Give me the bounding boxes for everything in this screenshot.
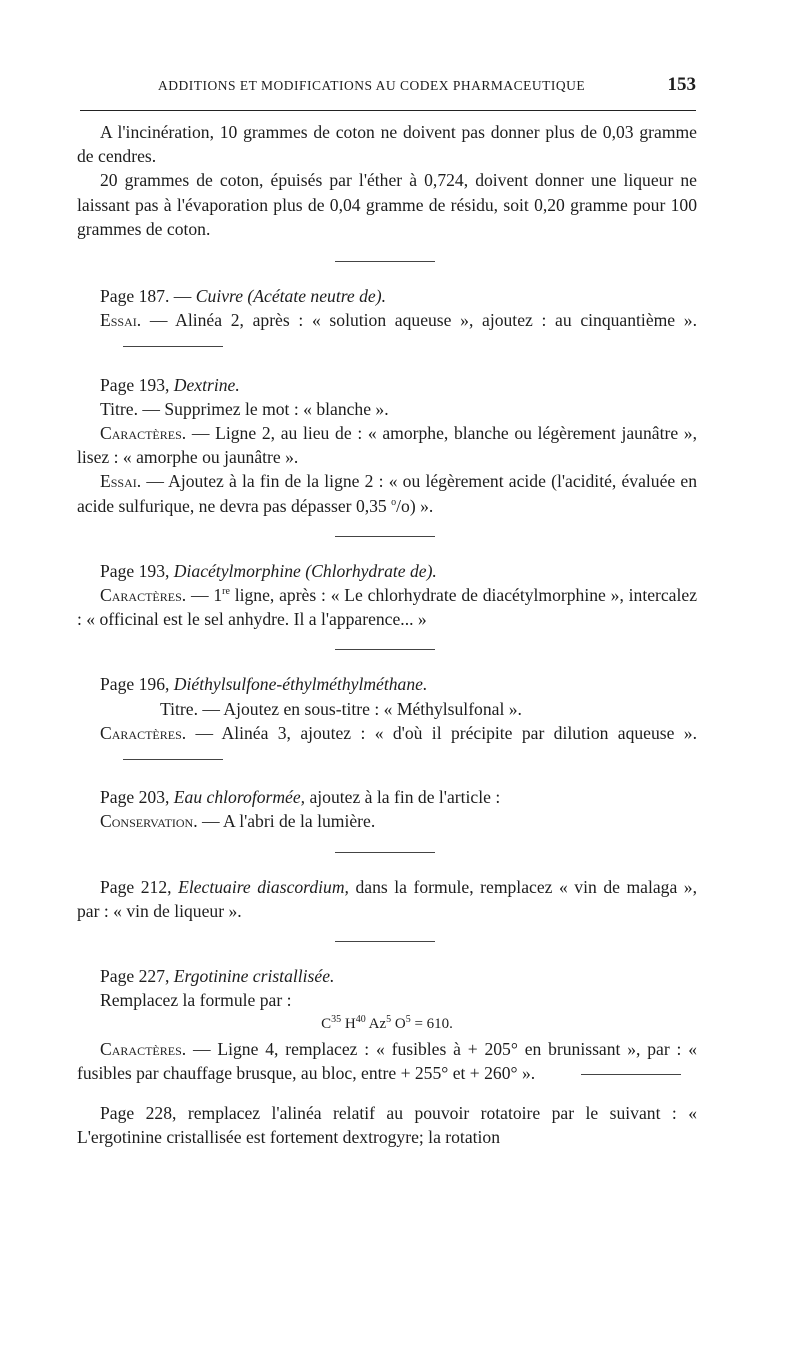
section-separator xyxy=(123,346,223,347)
entry-diethyl-heading xyxy=(77,672,697,696)
entry-name: Cuivre (Acétate neutre de). xyxy=(195,286,386,307)
page-number: 153 xyxy=(667,74,696,95)
page-ref: Page 193, xyxy=(100,374,174,395)
section-separator xyxy=(581,1074,681,1075)
label-conservation: Conservation. xyxy=(100,811,198,832)
label-caracteres: Caractères. xyxy=(100,585,187,606)
entry-diethyl-caracteres: Caractères. — Alinéa 3, ajoutez : « d'où il précipite par dilution aqueuse ». xyxy=(77,721,697,769)
section-separator xyxy=(335,941,435,942)
entry-diacetyl-heading xyxy=(77,559,697,583)
label-caracteres: Caractères. xyxy=(100,1038,187,1059)
page-body xyxy=(77,120,697,1150)
entry-dextrine-caracteres: Caractères. — Ligne 2, au lieu de : « amorphe, blanche ou légèrement jaunâtre », lisez : « amorphe ou jaunâtre ». xyxy=(77,423,697,468)
page-ref: Page 212, xyxy=(100,876,179,897)
entry-name: Diéthylsulfone-éthylméthylméthane. xyxy=(173,674,428,695)
label-caracteres: Caractères. xyxy=(100,722,187,743)
entry-page-228: Page 228, remplacez l'alinéa relatif au pouvoir rotatoire par le suivant : « L'ergotinine cristallisée est fortement dextrogyre; la rotation xyxy=(77,1103,697,1148)
section-separator xyxy=(335,261,435,262)
section-separator xyxy=(335,649,435,650)
header-rule xyxy=(80,110,696,111)
entry-dextrine-titre: Titre. — Supprimez le mot : « blanche ». xyxy=(100,398,389,419)
label-essai: Essai. xyxy=(100,471,142,492)
chemical-formula: $C^{35}$ $H^{40}$ Az$^5$ $O^5 = 610$. xyxy=(321,1014,453,1033)
entry-name: Eau chloroformée, xyxy=(173,787,306,808)
page-ref: Page 193, xyxy=(100,560,174,581)
entry-eau-conservation: Conservation. — A l'abri de la lumière. xyxy=(100,811,376,832)
page-ref: Page 227, xyxy=(100,966,174,987)
entry-ergotinine-heading xyxy=(77,964,697,988)
running-header xyxy=(80,74,696,102)
label-essai: Essai. xyxy=(100,310,142,331)
entry-ergotinine-remplacez: Remplacez la formule par : xyxy=(100,990,292,1011)
page-ref: Page 203, xyxy=(100,787,174,808)
entry-ergotinine-caracteres: Caractères. — Ligne 4, remplacez : « fusibles à + 205° en brunissant », par : « fusibles par chauffage brusque, au bloc, entre + 255° et + 260° ». xyxy=(77,1038,697,1083)
entry-name: Dextrine. xyxy=(173,374,240,395)
entry-cuivre-essai: Essai. — Alinéa 2, après : « solution aqueuse », ajoutez : au cinquantième ». xyxy=(77,308,697,356)
paragraph-ether: 20 grammes de coton, épuisés par l'éther à 0,724, doivent donner une liqueur ne laissant pas à l'évaporation plus de 0,04 gramme de résidu, soit 0,20 gramme pour 100 grammes de coton. xyxy=(77,170,697,239)
section-separator xyxy=(335,536,435,537)
page-ref: Page 196, xyxy=(100,674,174,695)
entry-name: Electuaire diascordium, xyxy=(178,876,349,897)
entry-cuivre-heading xyxy=(77,284,697,308)
entry-electuaire: Page 212, Electuaire diascordium, dans la formule, remplacez « vin de malaga », par : « vin de liqueur ». xyxy=(77,876,697,921)
entry-name: Diacétylmorphine (Chlorhydrate de). xyxy=(173,560,437,581)
running-title: ADDITIONS ET MODIFICATIONS AU CODEX PHARMACEUTIQUE xyxy=(158,78,586,93)
section-separator xyxy=(123,759,223,760)
section-separator xyxy=(335,852,435,853)
entry-diacetyl-caracteres: Caractères. — 1re ligne, après : « Le chlorhydrate de diacétylmorphine », intercalez : « officinal est le sel anhydre. Il a l'apparence... » xyxy=(77,585,698,630)
entry-diethyl-titre: Titre. — Ajoutez en sous-titre : « Méthylsulfonal ». xyxy=(160,698,522,719)
label-caracteres: Caractères. xyxy=(100,423,187,444)
entry-name: Ergotinine cristallisée. xyxy=(173,966,335,987)
entry-eau-heading: Page 203, Eau chloroformée, ajoutez à la fin de l'article : xyxy=(100,787,501,808)
page-ref: Page 187. — xyxy=(100,286,196,307)
entry-dextrine-heading xyxy=(77,373,697,397)
entry-dextrine-essai: Essai. — Ajoutez à la fin de la ligne 2 : « ou légèrement acide (l'acidité, évaluée en acide sulfurique, ne devra pas dépasser 0,35 $^o$/o) ». xyxy=(77,471,697,516)
paragraph-incineration: A l'incinération, 10 grammes de coton ne doivent pas donner plus de 0,03 gramme de cendres. xyxy=(77,122,697,167)
